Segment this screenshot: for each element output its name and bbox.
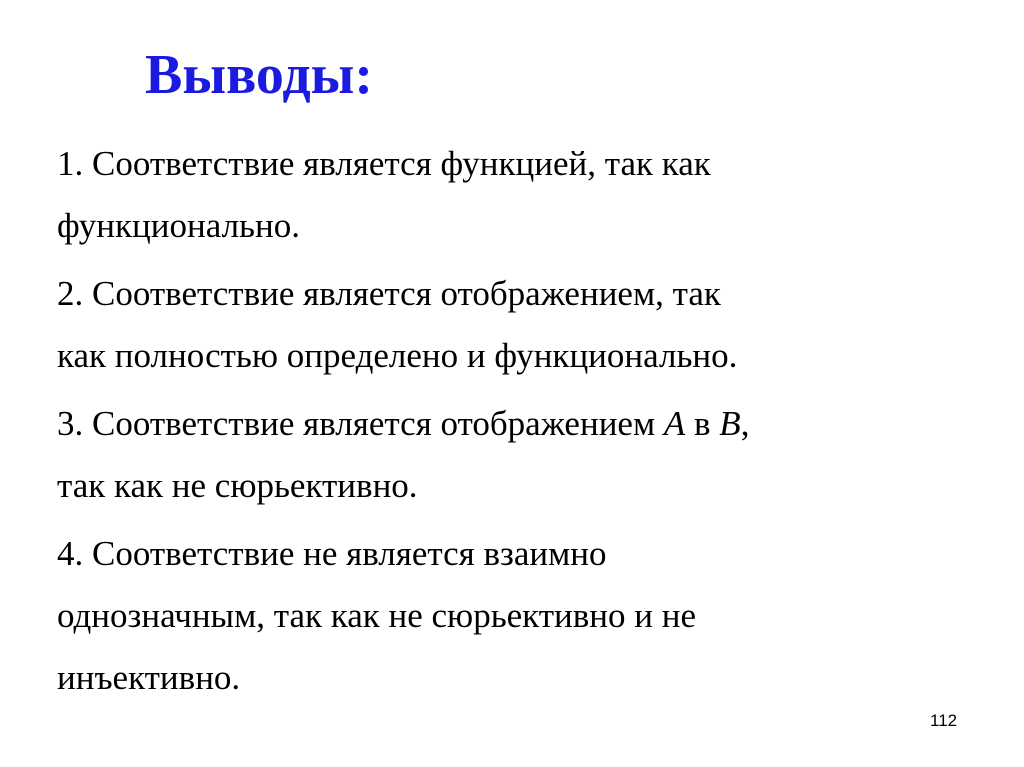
conclusions-list bbox=[57, 133, 987, 715]
set-a-variable: A bbox=[663, 404, 686, 443]
item-3-line-1-mid: в bbox=[685, 404, 720, 443]
conclusion-item-3 bbox=[57, 393, 987, 517]
set-b-variable: B bbox=[719, 404, 741, 443]
item-1-line-1: 1. Соответствие является функцией, так как bbox=[57, 144, 711, 183]
item-1-line-2: функционально. bbox=[57, 206, 300, 245]
slide-title: Выводы: bbox=[145, 44, 374, 106]
conclusion-item-4 bbox=[57, 523, 987, 709]
item-2-line-2: как полностью определено и функционально. bbox=[57, 336, 738, 375]
item-4-line-2: однозначным, так как не сюрьективно и не bbox=[57, 596, 697, 635]
conclusion-item-2 bbox=[57, 263, 987, 387]
item-4-line-1: 4. Соответствие не является взаимно bbox=[57, 534, 607, 573]
page-number: 112 bbox=[930, 711, 958, 730]
item-2-line-1: 2. Соответствие является отображением, так bbox=[57, 274, 721, 313]
item-4-line-3: инъективно. bbox=[57, 658, 241, 697]
item-3-line-1-suffix: , bbox=[740, 404, 750, 443]
item-3-line-1-prefix: 3. Соответствие является отображением bbox=[57, 404, 664, 443]
item-3-line-1 bbox=[57, 393, 987, 455]
conclusion-item-1 bbox=[57, 133, 987, 257]
item-3-line-2: так как не сюрьективно. bbox=[57, 466, 418, 505]
